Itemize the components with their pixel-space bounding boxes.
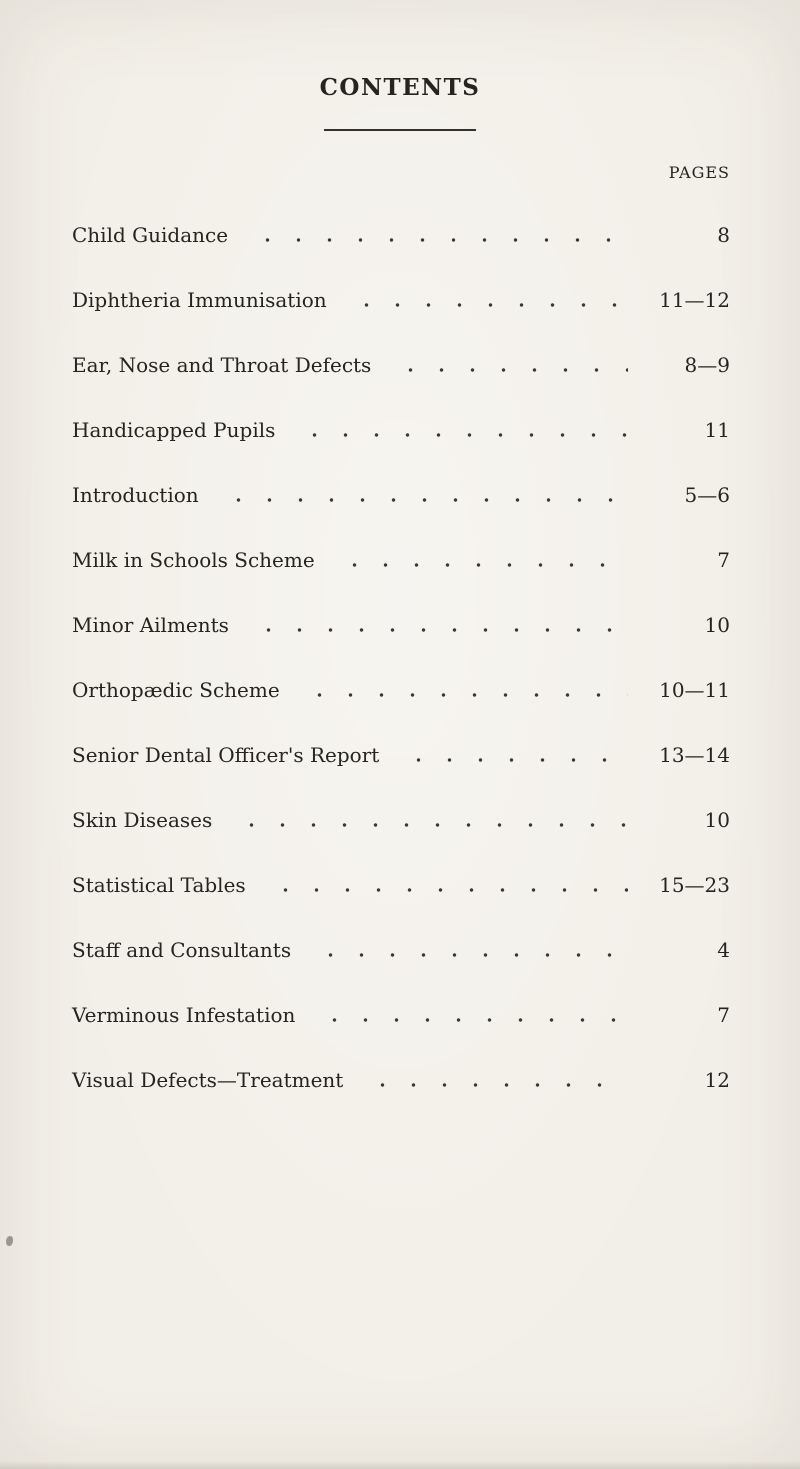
toc-entry-pages: 15—23: [659, 873, 730, 897]
dot-leader: [335, 552, 628, 572]
dot-leader: [300, 682, 628, 702]
toc-entry: [72, 743, 730, 767]
toc-entry: [72, 418, 730, 442]
dot-leader: [248, 227, 628, 247]
toc-entry-pages: 10: [704, 808, 730, 832]
toc-entry: [72, 613, 730, 637]
toc-entry-label: Verminous Infestation: [72, 1003, 296, 1027]
toc-entry-pages: 7: [717, 1003, 730, 1027]
toc-entry-pages: 10: [704, 613, 730, 637]
toc-entry: [72, 548, 730, 572]
scan-edge-shadow: [0, 1461, 800, 1469]
title-rule: [324, 129, 476, 131]
toc-entry-pages: 11—12: [659, 288, 730, 312]
toc-entry-pages: 11: [704, 418, 730, 442]
toc-entry-pages: 7: [717, 548, 730, 572]
table-of-contents: [72, 163, 730, 1092]
toc-entry-label: Handicapped Pupils: [72, 418, 276, 442]
dot-leader: [232, 812, 628, 832]
dot-leader: [219, 487, 628, 507]
toc-entry-label: Staff and Consultants: [72, 938, 292, 962]
toc-entry-label: Statistical Tables: [72, 873, 246, 897]
toc-entry-pages: 10—11: [659, 678, 730, 702]
dot-leader: [315, 1007, 628, 1027]
toc-entry-label: Child Guidance: [72, 223, 229, 247]
toc-entry-pages: 4: [717, 938, 730, 962]
pages-column-header: PAGES: [668, 163, 730, 182]
toc-entry: [72, 483, 730, 507]
toc-entry: [72, 678, 730, 702]
dot-leader: [295, 422, 628, 442]
toc-entry-label: Skin Diseases: [72, 808, 213, 832]
toc-entry: [72, 288, 730, 312]
toc-entry-label: Orthopædic Scheme: [72, 678, 280, 702]
toc-entry-pages: 8: [717, 223, 730, 247]
dot-leader: [249, 617, 628, 637]
dot-leader: [399, 747, 628, 767]
toc-entry: [72, 223, 730, 247]
toc-list: [72, 223, 730, 1092]
toc-entry-label: Ear, Nose and Throat Defects: [72, 353, 372, 377]
dot-leader: [311, 942, 628, 962]
toc-entry-label: Minor Ailments: [72, 613, 229, 637]
toc-entry: [72, 1068, 730, 1092]
toc-entry-label: Diphtheria Immunisation: [72, 288, 327, 312]
scan-artifact: [6, 1236, 13, 1246]
toc-entry-label: Senior Dental Officer's Report: [72, 743, 380, 767]
toc-entry-pages: 5—6: [684, 483, 730, 507]
toc-entry: [72, 1003, 730, 1027]
toc-entry: [72, 808, 730, 832]
toc-entry-label: Visual Defects—Treatment: [72, 1068, 344, 1092]
toc-entry-label: Introduction: [72, 483, 199, 507]
toc-entry-pages: 12: [704, 1068, 730, 1092]
dot-leader: [347, 292, 628, 312]
toc-entry: [72, 938, 730, 962]
toc-entry-pages: 13—14: [659, 743, 730, 767]
toc-entry-label: Milk in Schools Scheme: [72, 548, 315, 572]
dot-leader: [363, 1072, 628, 1092]
dot-leader: [391, 357, 628, 377]
page-title: CONTENTS: [319, 74, 481, 101]
toc-entry: [72, 873, 730, 897]
toc-entry-pages: 8—9: [684, 353, 730, 377]
toc-entry: [72, 353, 730, 377]
dot-leader: [266, 877, 628, 897]
